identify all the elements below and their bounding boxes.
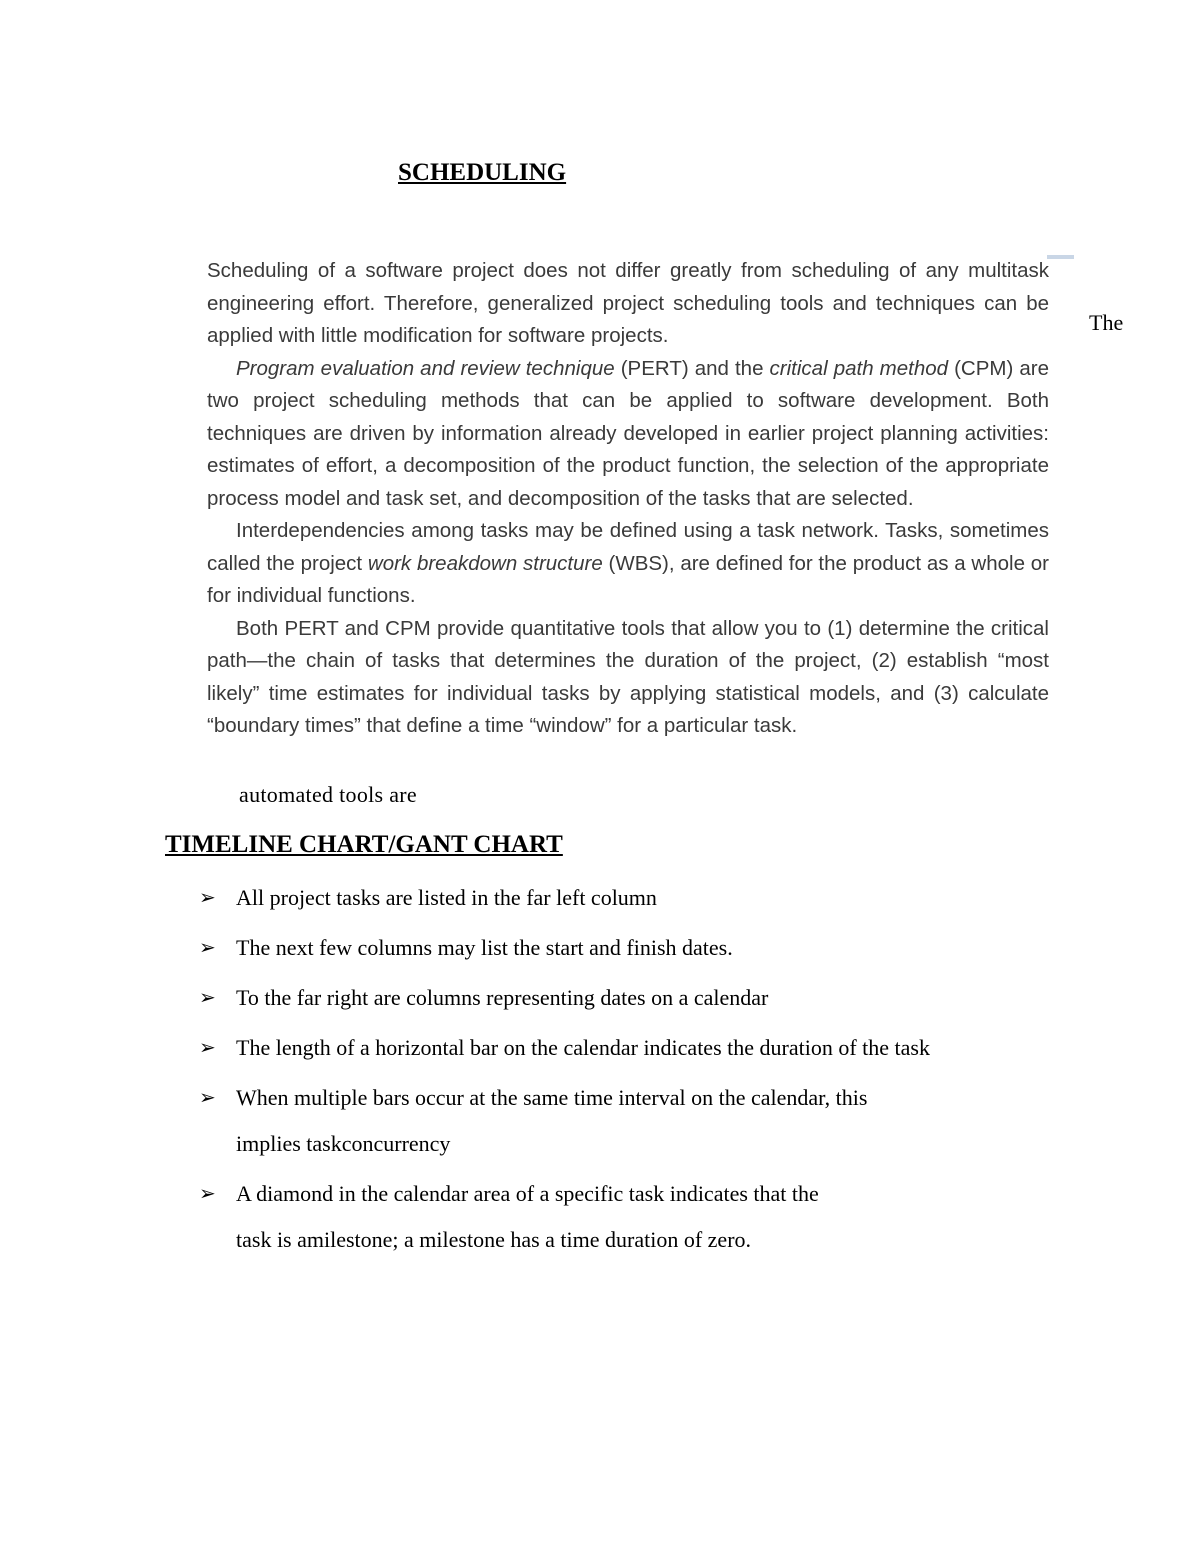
page-title: SCHEDULING (398, 159, 567, 186)
continuation-text: automated tools are (239, 782, 417, 807)
list-item: ➢ The next few columns may list the start and finish dates. (199, 930, 1099, 966)
arrow-bullet-icon: ➢ (199, 887, 216, 909)
bullet-list (199, 880, 1099, 1272)
arrow-bullet-icon: ➢ (199, 1087, 216, 1109)
scan-paragraph-1: Scheduling of a software project does not differ greatly from scheduling of any multitask engineering effort. Therefore, generalized project scheduling tools and techniques can be applied with little modification for software projects. (207, 259, 1049, 347)
margin-word: The (1089, 310, 1124, 335)
section-heading: TIMELINE CHART/GANT CHART (165, 831, 563, 858)
wbs-term: work breakdown structure (367, 551, 603, 575)
arrow-bullet-icon: ➢ (199, 1037, 216, 1059)
list-item: ➢ The length of a horizontal bar on the calendar indicates the duration of the task (199, 1030, 1099, 1066)
scan-paragraph-3: Interdependencies among tasks may be defined using a task network. Tasks, sometimes called the project work breakdown structure (WBS), are defined for the product as a whole or for individual functions. (207, 519, 1049, 607)
list-item: ➢ To the far right are columns representing dates on a calendar (199, 980, 1099, 1016)
list-item: ➢ All project tasks are listed in the far left column (199, 880, 1099, 916)
arrow-bullet-icon: ➢ (199, 1183, 216, 1205)
scanned-text-block (207, 255, 1049, 743)
scan-paragraph-2: Program evaluation and review technique (PERT) and the critical path method (CPM) are two project scheduling methods that can be applied to software development. Both techniques are driven by information already developed in earlier project planning activities: estimates of effort, a decomposition of the product function, the selection of the appropriate process model and task set, and decomposition of the tasks that are selected. (207, 356, 1049, 510)
pert-term: Program evaluation and review technique (236, 356, 615, 380)
arrow-bullet-icon: ➢ (199, 937, 216, 959)
scan-paragraph-4: Both PERT and CPM provide quantitative tools that allow you to (1) determine the critical path—the chain of tasks that determines the duration of the project, (2) establish “most likely” time estimates for individual tasks by applying statistical models, and (3) calculate “boundary times” that define a time “window” for a particular task. (207, 616, 1049, 737)
scan-edge-mark (1047, 255, 1074, 259)
arrow-bullet-icon: ➢ (199, 987, 216, 1009)
list-item: ➢ When multiple bars occur at the same time interval on the calendar, this implies taskconcurrency (199, 1080, 1099, 1162)
cpm-term: critical path method (769, 356, 949, 380)
list-item: ➢ A diamond in the calendar area of a specific task indicates that the task is amilestone; a milestone has a time duration of zero. (199, 1176, 1099, 1258)
